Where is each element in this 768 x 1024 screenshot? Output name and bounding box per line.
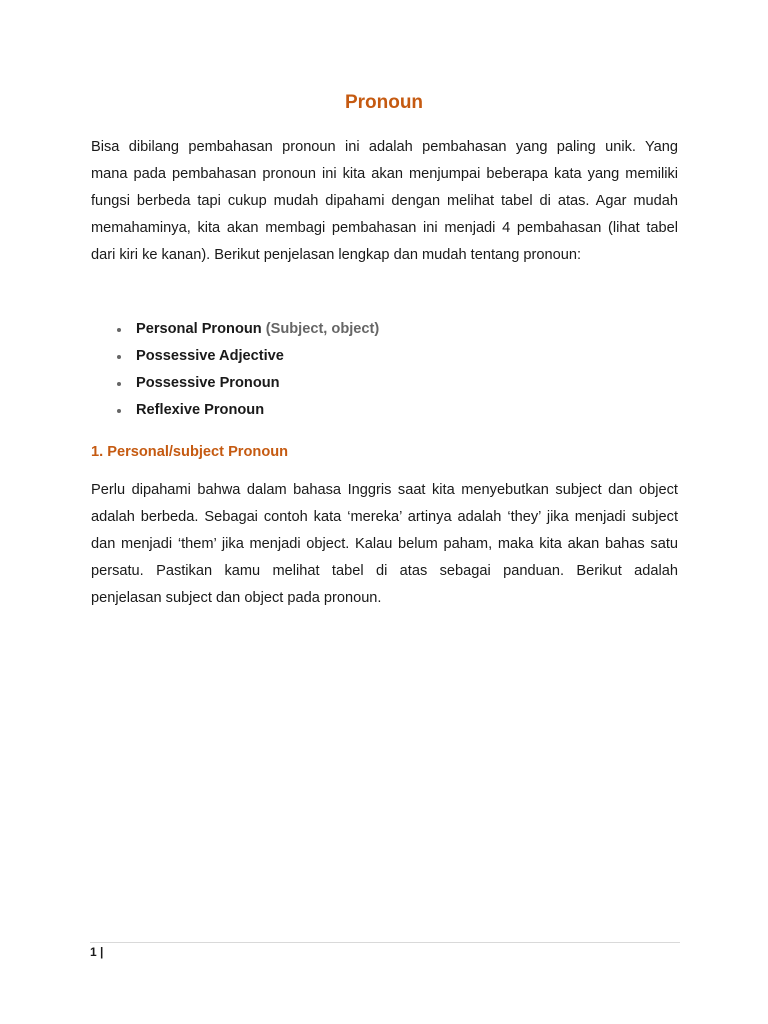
section-heading: 1. Personal/subject Pronoun: [91, 444, 289, 460]
paragraph-line: dari kiri ke kanan). Berikut penjelasan lengkap dan mudah tentang pronoun:: [91, 247, 582, 263]
list-item: [117, 370, 379, 397]
paragraph-line: dan menjadi ‘them’ jika menjadi object. Kalau belum paham, maka kita akan bahas satu: [91, 536, 678, 552]
paragraph-line: persatu. Pastikan kamu melihat tabel di atas sebagai panduan. Berikut adalah: [91, 563, 678, 579]
intro-paragraph: [91, 134, 678, 269]
paragraph-line: Bisa dibilang pembahasan pronoun ini adalah pembahasan yang paling unik. Yang: [91, 139, 678, 155]
page-number: [90, 945, 103, 959]
paragraph-line: adalah berbeda. Sebagai contoh kata ‘mereka’ artinya adalah ‘they’ jika menjadi subject: [91, 509, 678, 525]
list-item: [117, 316, 379, 343]
list-item-note: (Subject, object): [261, 321, 380, 337]
list-item-label: Possessive Pronoun: [136, 375, 280, 391]
page-number-value: 1: [90, 945, 97, 959]
pronoun-type-list: [117, 316, 379, 424]
list-item: [117, 397, 379, 424]
footer-divider: [90, 942, 680, 943]
paragraph-line: fungsi berbeda tapi cukup mudah dipahami dengan melihat tabel di atas. Agar mudah: [91, 193, 678, 209]
list-item-label: Personal Pronoun: [136, 321, 262, 337]
paragraph-line: mana pada pembahasan pronoun ini kita akan menjumpai beberapa kata yang memiliki: [91, 166, 678, 182]
list-item: [117, 343, 379, 370]
paragraph-line: penjelasan subject dan object pada pronoun.: [91, 590, 382, 606]
list-item-label: Possessive Adjective: [136, 348, 284, 364]
section-paragraph: [91, 477, 678, 612]
list-item-label: Reflexive Pronoun: [136, 402, 265, 418]
page-number-separator: |: [100, 945, 104, 959]
page-title: Pronoun: [344, 92, 424, 113]
paragraph-line: Perlu dipahami bahwa dalam bahasa Inggris saat kita menyebutkan subject dan object: [91, 482, 678, 498]
paragraph-line: memahaminya, kita akan membagi pembahasan ini menjadi 4 pembahasan (lihat tabel: [91, 220, 678, 236]
